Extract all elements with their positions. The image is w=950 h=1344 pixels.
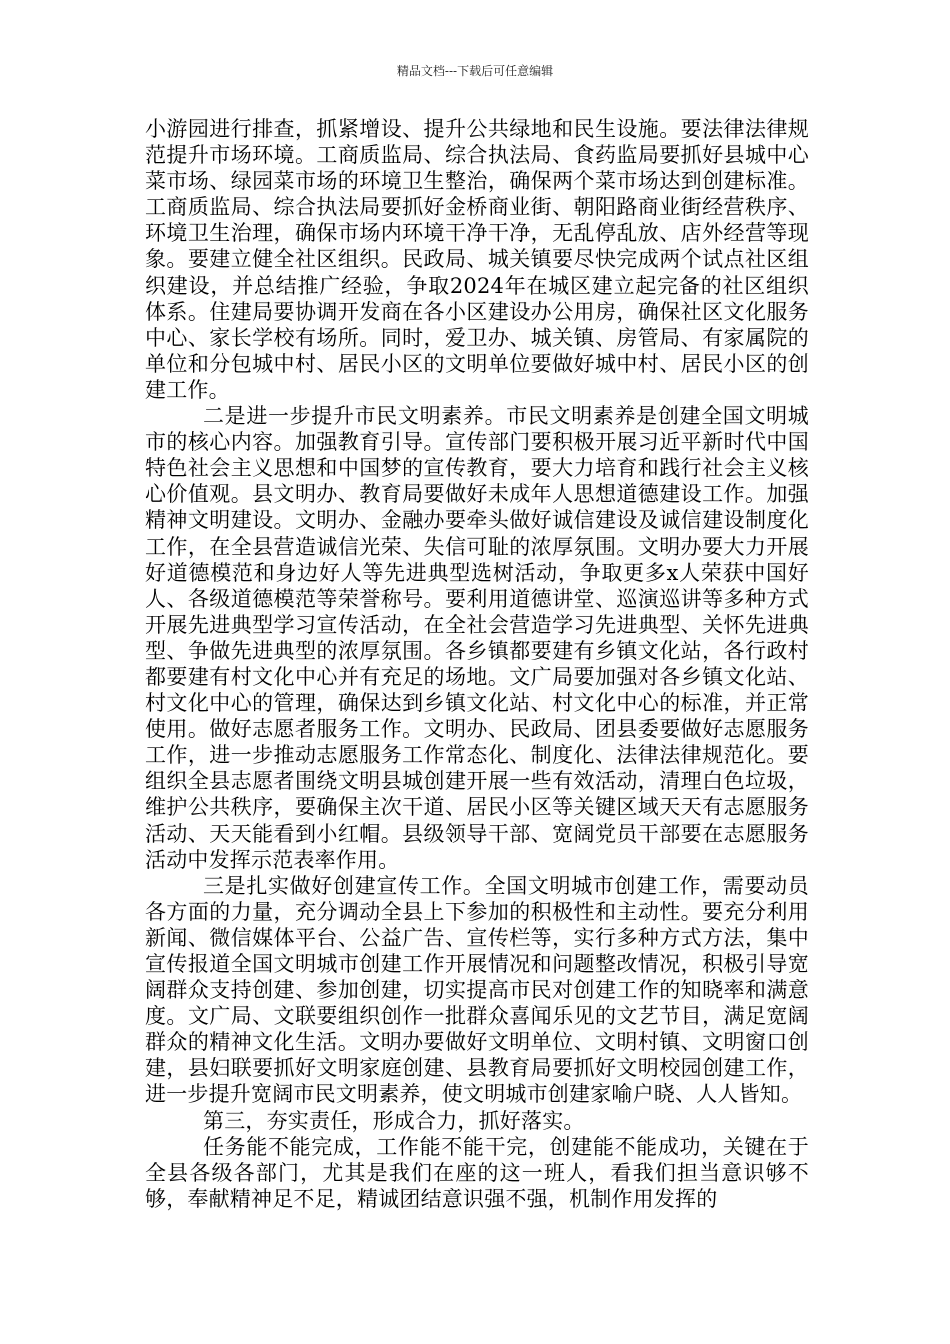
paragraph-continuation: 小游园进行排查，抓紧增设、提升公共绿地和民生设施。要法律法律规范提升市场环境。工商质监局、综合执法局、食药监局要抓好县城中心菜市场、绿园菜市场的环境卫生整治，确保两个菜市场达到创建标准。工商质监局、综合执法局要抓好金桥商业街、朝阳路商业街经营秩序、环境卫生治理，确保市场内环境干净干净，无乱停乱放、店外经营等现象。要建立健全社区组织。民政局、城关镇要尽快完成两个试点社区组织建设，并总结推广经验，争取2024年在城区建立起完备的社区组织体系。住建局要协调开发商在各小区建设办公用房，确保社区文化服务中心、家长学校有场所。同时，爱卫办、城关镇、房管局、有家属院的单位和分包城中村、居民小区的文明单位要做好城中村、居民小区的创建工作。 bbox=[145, 117, 809, 402]
page-header: 精品文档---下载后可任意编辑 bbox=[396, 64, 554, 78]
paragraph-responsibility: 任务能不能完成，工作能不能干完，创建能不能成功，关键在于全县各级各部门，尤其是我们在座的这一班人，看我们担当意识够不够，奉献精神足不足，精诚团结意识强不强，机制作用发挥的 bbox=[145, 1134, 809, 1211]
document-body bbox=[145, 116, 809, 1212]
paragraph-civic-literacy: 二是进一步提升市民文明素养。市民文明素养是创建全国文明城市的核心内容。加强教育引导。宣传部门要积极开展习近平新时代中国特色社会主义思想和中国梦的宣传教育，要大力培育和践行社会主义核心价值观。县文明办、教育局要做好未成年人思想道德建设工作。加强精神文明建设。文明办、金融办要牵头做好诚信建设及诚信建设制度化工作，在全县营造诚信光荣、失信可耻的浓厚氛围。文明办要大力开展好道德模范和身边好人等先进典型选树活动，争取更多x人荣获中国好人、各级道德模范等荣誉称号。要利用道德讲堂、巡演巡讲等多种方式开展先进典型学习宣传活动，在全社会营造学习先进典型、关怀先进典型、争做先进典型的浓厚氛围。各乡镇都要建有乡镇文化站，各行政村都要建有村文化中心并有充足的场地。文广局要加强对各乡镇文化站、村文化中心的管理，确保达到乡镇文化站、村文化中心的标准，并正常使用。做好志愿者服务工作。文明办、民政局、团县委要做好志愿服务工作，进一步推动志愿服务工作常态化、制度化、法律法律规范化。要组织全县志愿者围绕文明县城创建开展一些有效活动，清理白色垃圾，维护公共秩序，要确保主次干道、居民小区等关键区域天天有志愿服务活动、天天能看到小红帽。县级领导干部、宽阔党员干部要在志愿服务活动中发挥示范表率作用。 bbox=[145, 404, 809, 872]
section-heading-third: 第三，夯实责任，形成合力，抓好落实。 bbox=[203, 1108, 585, 1133]
paragraph-publicity: 三是扎实做好创建宣传工作。全国文明城市创建工作，需要动员各方面的力量，充分调动全县上下参加的积极性和主动性。要充分利用新闻、微信媒体平台、公益广告、宣传栏等，实行多种方式方法，集中宣传报道全国文明城市创建工作开展情况和问题整改情况，积极引导宽阔群众支持创建、参加创建，切实提高市民对创建工作的知晓率和满意度。文广局、文联要组织创作一批群众喜闻乐见的文艺节目，满足宽阔群众的精神文化生活。文明办要做好文明单位、文明村镇、文明窗口创建，县妇联要抓好文明家庭创建、县教育局要抓好文明校园创建工作，进一步提升宽阔市民文明素养，使文明城市创建家喻户晓、人人皆知。 bbox=[145, 873, 809, 1107]
